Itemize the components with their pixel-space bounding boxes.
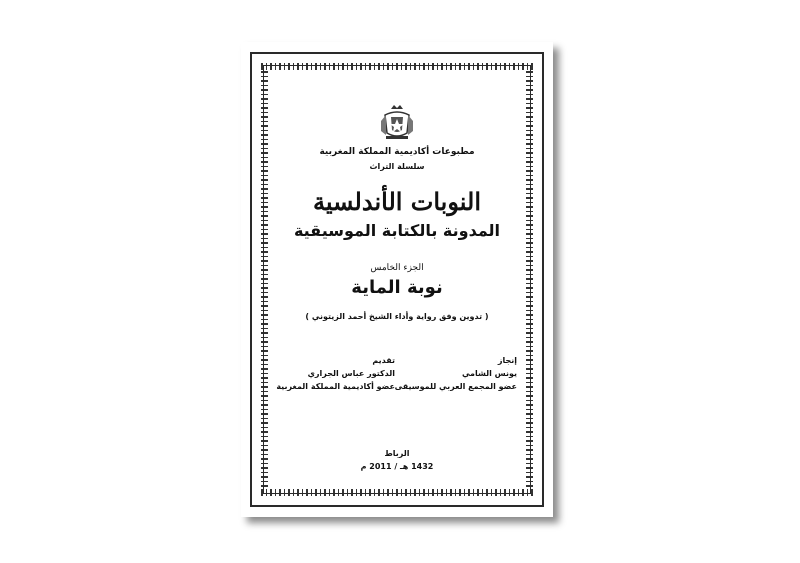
author-affiliation: عضو المجمع العربي للموسيقى <box>394 382 517 391</box>
royal-emblem-icon <box>377 101 417 141</box>
preface-affiliation: عضو أكاديمية المملكة المغربية <box>276 382 395 391</box>
cover-content <box>265 67 529 492</box>
transcription-note: ( تدوين وفق رواية وأداء الشيخ أحمد الزيتوني ) <box>305 312 489 321</box>
preface-block <box>275 354 395 393</box>
publication-date: 1432 هـ / 2011 م <box>360 462 434 471</box>
author-role: إنجاز <box>497 356 517 365</box>
series-name: سلسلة التراث <box>369 162 425 171</box>
book-cover <box>241 42 553 517</box>
book-title: النوبات الأندلسية <box>313 187 481 216</box>
author-block <box>394 354 517 393</box>
book-subtitle: المدونة بالكتابة الموسيقية <box>293 221 501 240</box>
preface-name: الدكتور عباس الجراري <box>307 369 395 378</box>
preface-role: تقديم <box>372 356 395 365</box>
publisher-name: مطبوعات أكاديمية المملكة المغربية <box>319 147 475 157</box>
author-name: يونس الشامي <box>461 369 517 378</box>
nouba-title: نوبة الماية <box>351 277 443 298</box>
publication-city: الرباط <box>384 449 410 458</box>
volume-part: الجزء الخامس <box>370 263 424 273</box>
